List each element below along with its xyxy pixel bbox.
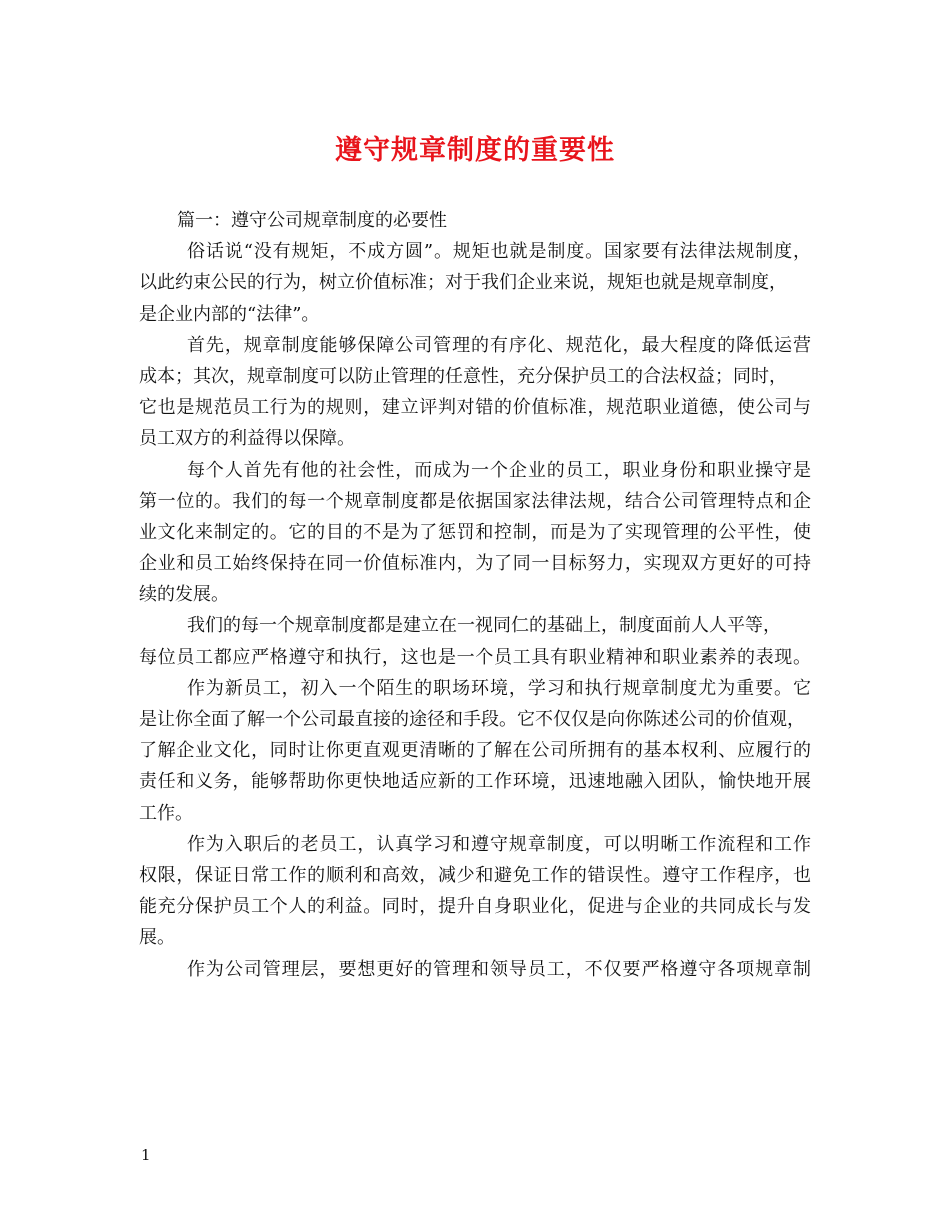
document-body [139, 205, 811, 985]
body-line: 责任和义务，能够帮助你更快地适应新的工作环境，迅速地融入团队，愉快地开展 [139, 771, 811, 793]
body-line: 权限，保证日常工作的顺利和高效，减少和避免工作的错误性。遵守工作程序，也 [139, 864, 811, 886]
body-line: 成本；其次，规章制度可以防止管理的任意性，充分保护员工的合法权益；同时， [139, 365, 787, 387]
body-line: 篇一：遵守公司规章制度的必要性 [177, 210, 447, 231]
body-line: 第一位的。我们的每一个规章制度都是依据国家法律法规，结合公司管理特点和企 [139, 490, 811, 512]
body-line: 是让你全面了解一个公司最直接的途径和手段。它不仅仅是向你陈述公司的价值观， [139, 709, 805, 730]
body-line: 作为新员工，初入一个陌生的职场环境，学习和执行规章制度尤为重要。它 [187, 677, 811, 699]
body-line: 业文化来制定的。它的目的不是为了惩罚和控制，而是为了实现管理的公平性，使 [139, 521, 811, 543]
body-line: 首先，规章制度能够保障公司管理的有序化、规范化，最大程度的降低运营 [187, 334, 811, 356]
body-line: 员工双方的利益得以保障。 [139, 428, 355, 450]
body-line: 企业和员工始终保持在同一价值标准内，为了同一目标努力，实现双方更好的可持 [139, 553, 811, 575]
body-line: 作为公司管理层，要想更好的管理和领导员工，不仅要严格遵守各项规章制 [187, 958, 811, 980]
document-title: 遵守规章制度的重要性 [335, 135, 615, 166]
body-line: 是企业内部的“法律”。 [139, 303, 320, 325]
body-line: 俗话说“没有规矩，不成方圆”。规矩也就是制度。国家要有法律法规制度， [187, 241, 811, 263]
body-line: 每位员工都应严格遵守和执行，这也是一个员工具有职业精神和职业素养的表现。 [139, 646, 811, 668]
body-line: 它也是规范员工行为的规则，建立评判对错的价值标准，规范职业道德，使公司与 [139, 397, 811, 419]
body-line: 每个人首先有他的社会性，而成为一个企业的员工，职业身份和职业操守是 [187, 459, 811, 481]
body-line: 展。 [139, 927, 175, 949]
page-number: 1 [141, 1146, 151, 1164]
body-line: 了解企业文化，同时让你更直观更清晰的了解在公司所拥有的基本权利、应履行的 [139, 740, 811, 762]
body-line: 以此约束公民的行为，树立价值标准；对于我们企业来说，规矩也就是规章制度， [139, 272, 787, 294]
body-line: 能充分保护员工个人的利益。同时，提升自身职业化，促进与企业的共同成长与发 [139, 896, 811, 918]
body-line: 续的发展。 [139, 584, 229, 606]
body-line: 我们的每一个规章制度都是建立在一视同仁的基础上，制度面前人人平等， [187, 615, 781, 637]
body-line: 工作。 [139, 802, 193, 824]
body-line: 作为入职后的老员工，认真学习和遵守规章制度，可以明晰工作流程和工作 [187, 833, 811, 855]
